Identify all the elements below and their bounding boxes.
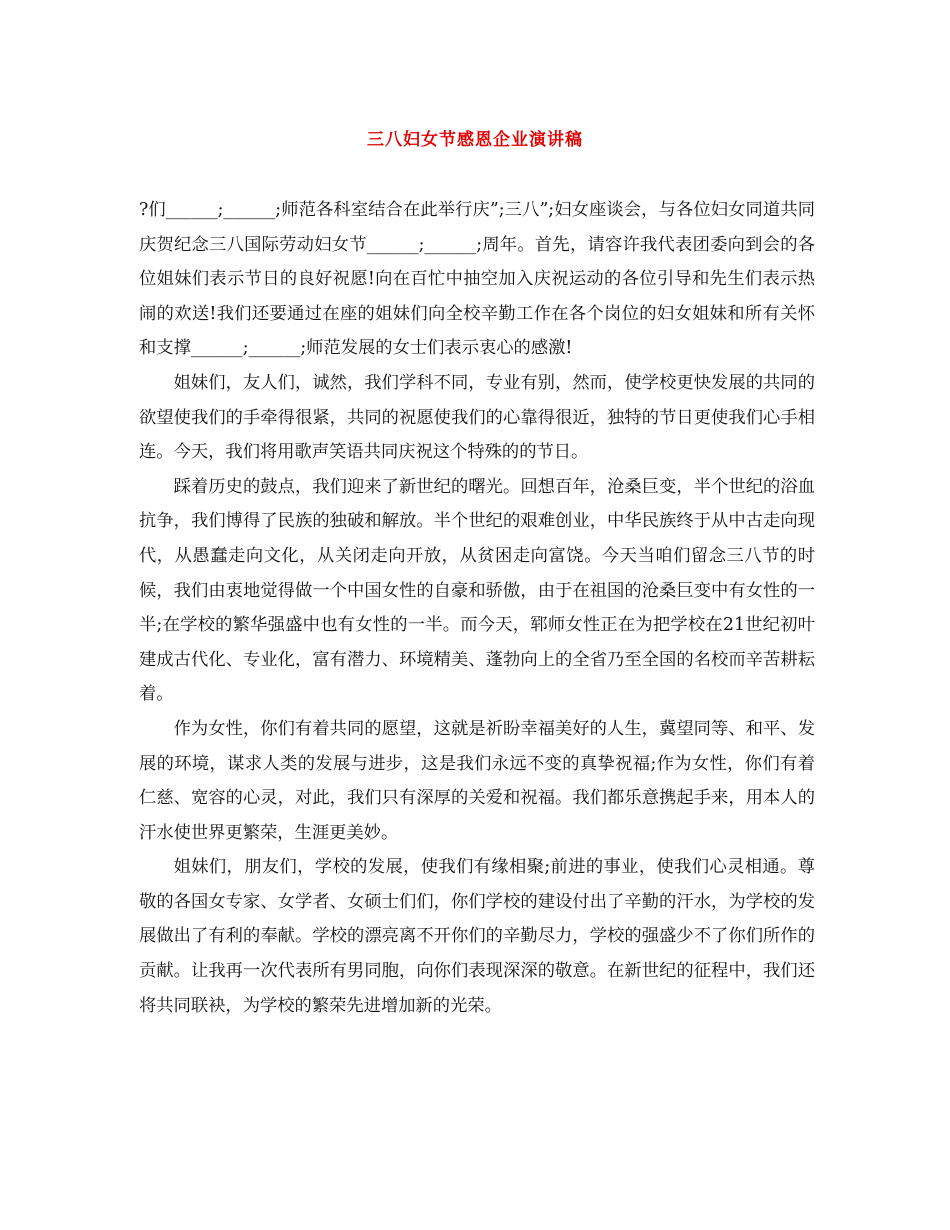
document-body [139, 193, 815, 1023]
document-title: 三八妇女节感恩企业演讲稿 [367, 130, 583, 150]
paragraph-4: 作为女性，你们有着共同的愿望，这就是祈盼幸福美好的人生，冀望同等、和平、发展的环境，谋求人类的发展与进步，这是我们永远不变的真挚祝福;作为女性，你们有着仁慈、宽容的心灵，对此，我们只有深厚的关爱和祝福。我们都乐意携起手来，用本人的汗水使世界更繁荣，生涯更美妙。 [139, 718, 815, 843]
paragraph-1: ?们______;______;师范各科室结合在此举行庆”;三八”;妇女座谈会，与各位妇女同道共同庆贺纪念三八国际劳动妇女节______;______;周年。首先，请容许我代表团委向到会的各位姐妹们表示节日的良好祝愿!向在百忙中抽空加入庆祝运动的各位引导和先生们表示热闹的欢送!我们还要通过在座的姐妹们向全校辛勤工作在各个岗位的妇女姐妹和所有关怀和支撑______;______;师范发展的女士们表示衷心的感激! [139, 200, 815, 359]
paragraph-5: 姐妹们，朋友们，学校的发展，使我们有缘相聚;前进的事业，使我们心灵相通。尊敬的各国女专家、女学者、女硕士们们，你们学校的建设付出了辛勤的汗水，为学校的发展做出了有利的奉献。学校的漂亮离不开你们的辛勤尽力，学校的强盛少不了你们所作的贡献。让我再一次代表所有男同胞，向你们表现深深的敬意。在新世纪的征程中，我们还将共同联袂，为学校的繁荣先进增加新的光荣。 [139, 857, 815, 1016]
paragraph-3: 踩着历史的鼓点，我们迎来了新世纪的曙光。回想百年，沧桑巨变，半个世纪的浴血抗争，我们博得了民族的独破和解放。半个世纪的艰难创业，中华民族终于从中古走向现代，从愚蠢走向文化，从关闭走向开放，从贫困走向富饶。今天当咱们留念三八节的时候，我们由衷地觉得做一个中国女性的自豪和骄傲，由于在祖国的沧桑巨变中有女性的一半;在学校的繁华强盛中也有女性的一半。而今天，郓师女性正在为把学校在21世纪初叶建成古代化、专业化，富有潜力、环境精美、蓬勃向上的全省乃至全国的名校而辛苦耕耘着。 [139, 476, 815, 705]
paragraph-2: 姐妹们，友人们，诚然，我们学科不同，专业有别，然而，使学校更快发展的共同的欲望使我们的手牵得很紧，共同的祝愿使我们的心靠得很近，独特的节日更使我们心手相连。今天，我们将用歌声笑语共同庆祝这个特殊的的节日。 [139, 372, 815, 463]
